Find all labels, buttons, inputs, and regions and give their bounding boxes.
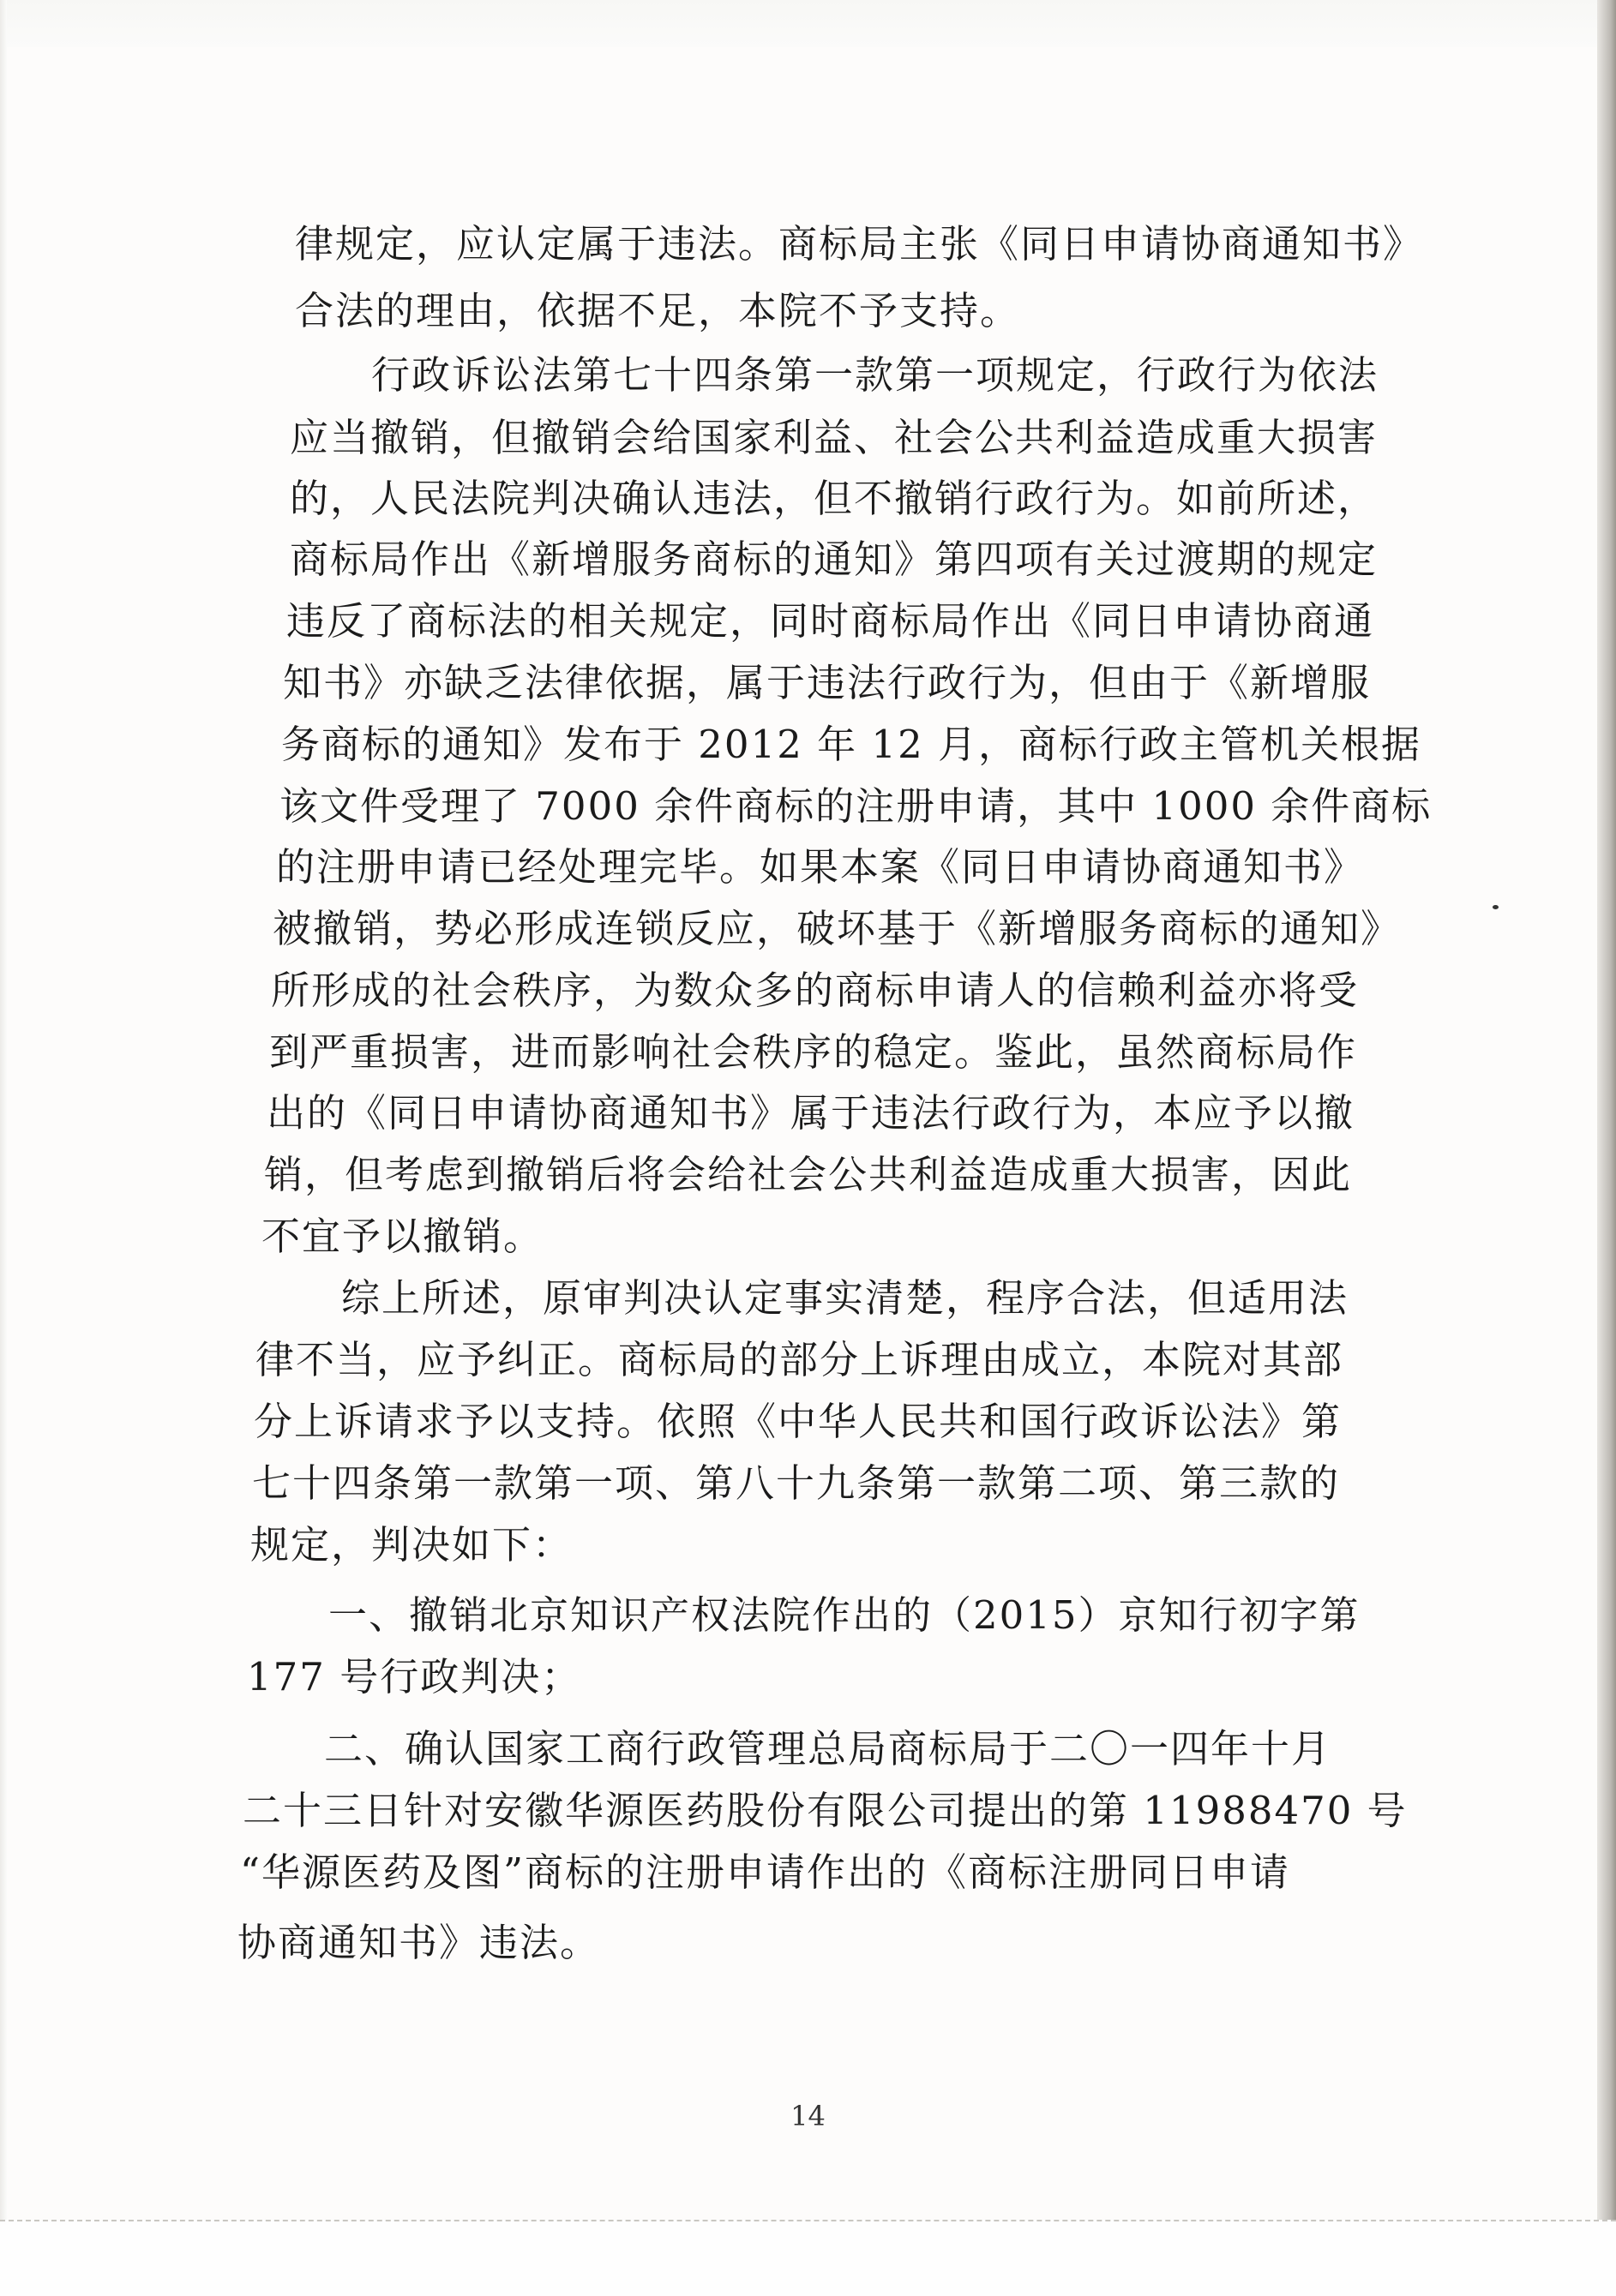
text-line: 一、撤销北京知识产权法院作出的（2015）京知行初字第 [328,1592,1361,1638]
text-line: 合法的理由，依据不足，本院不予支持。 [295,288,1021,333]
text-line: 销，但考虑到撤销后将会给社会公共利益造成重大损害，因此 [264,1152,1353,1197]
scan-left-edge [0,0,7,2296]
text-line: 规定，判决如下： [250,1522,574,1568]
text-line: 被撤销，势必形成连锁反应，破坏基于《新增服务商标的通知》 [273,906,1402,951]
text-line: 综上所述，原审判决认定事实清楚，程序合法，但适用法 [341,1275,1349,1321]
text-line: “华源医药及图”商标的注册申请作出的《商标注册同日申请 [240,1849,1291,1895]
scan-top-edge [0,0,1616,47]
text-line: 二、确认国家工商行政管理总局商标局于二〇一四年十月 [324,1726,1332,1771]
text-line: 违反了商标法的相关规定，同时商标局作出《同日申请协商通 [286,598,1375,644]
text-line: 七十四条第一款第一项、第八十九条第一款第二项、第三款的 [252,1460,1341,1506]
text-line: 应当撤销，但撤销会给国家利益、社会公共利益造成重大损害 [290,415,1379,460]
text-line: 律规定，应认定属于违法。商标局主张《同日申请协商通知书》 [295,221,1424,267]
text-line: 出的《同日申请协商通知书》属于违法行政行为，本应予以撤 [267,1090,1355,1136]
text-line: 行政诉讼法第七十四条第一款第一项规定，行政行为依法 [371,352,1379,398]
text-line: 务商标的通知》发布于 2012 年 12 月，商标行政主管机关根据 [281,722,1422,767]
text-line: 律不当，应予纠正。商标局的部分上诉理由成立，本院对其部 [255,1337,1344,1382]
text-line: 二十三日针对安徽华源医药股份有限公司提出的第 11988470 号 [243,1788,1408,1833]
text-line: 到严重损害，进而影响社会秩序的稳定。鉴此，虽然商标局作 [269,1029,1358,1075]
text-line: 分上诉请求予以支持。依照《中华人民共和国行政诉讼法》第 [254,1399,1343,1444]
scan-right-edge [1597,0,1616,2296]
text-line: 的，人民法院判决确认违法，但不撤销行政行为。如前所述， [290,476,1379,521]
text-line: 所形成的社会秩序，为数众多的商标申请人的信赖利益亦将受 [271,968,1360,1013]
text-line: 商标局作出《新增服务商标的通知》第四项有关过渡期的规定 [290,537,1379,582]
text-line: 协商通知书》违法。 [237,1920,601,1965]
text-line: 的注册申请已经处理完毕。如果本案《同日申请协商通知书》 [276,844,1365,890]
page-number: 14 [790,2100,826,2132]
text-line: 该文件受理了 7000 余件商标的注册申请，其中 1000 余件商标 [279,783,1433,829]
text-line: 177 号行政判决； [247,1654,582,1700]
text-line: 不宜予以撤销。 [261,1214,544,1259]
scan-speck [1493,905,1499,909]
text-line: 知书》亦缺乏法律依据，属于违法行政行为，但由于《新增服 [283,660,1372,705]
scan-bottom-edge [0,2220,1616,2296]
